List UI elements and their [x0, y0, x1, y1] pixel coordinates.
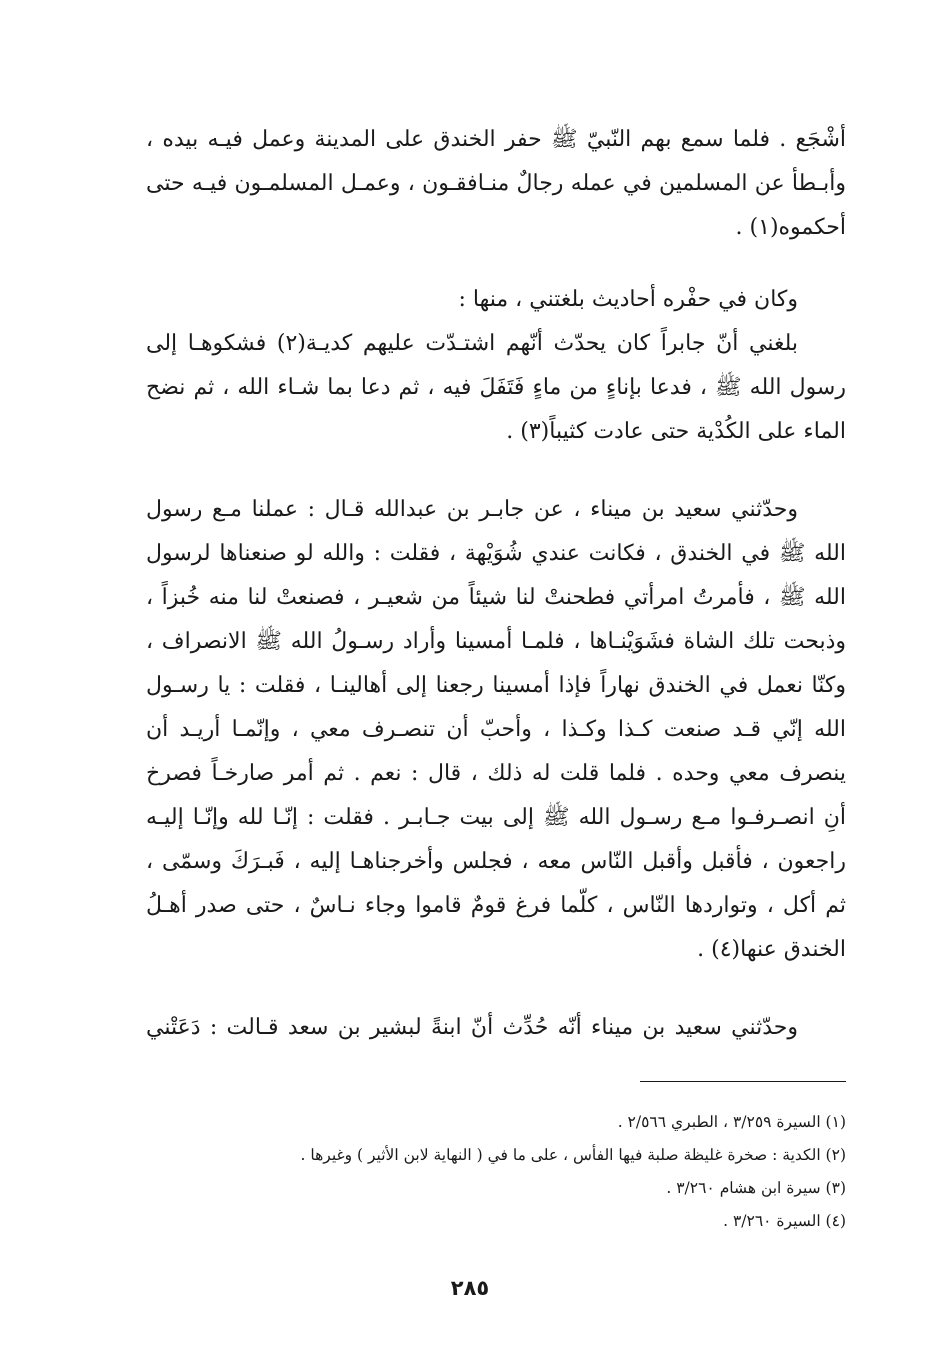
text-line: أحكموه(١) . — [735, 215, 846, 240]
text-line: الله ﷺ ، فأمرتُ امرأتي فطحنتْ لنا شيئاً من شعيـر ، فصنعتْ لنا منه خُبزاً ، — [146, 585, 846, 610]
text-line: ينصرف معي وحده . فلما قلت له ذلك ، قال : نعم . ثم أمر صارخـاً فصرخ — [146, 761, 846, 786]
text-line: وحدّثني سعيد بن ميناء أنّه حُدِّث أنّ ابنةً لبشير بن سعد قـالت : دَعَتْني — [146, 1015, 798, 1040]
text-line: رسول الله ﷺ ، فدعا بإناءٍ من ماءٍ فَتَفَلَ فيه ، ثم دعا بما شـاء الله ، ثم نضح — [146, 375, 846, 400]
footnote-3: (٣) سيرة ابن هشام ٣/٢٦٠ . — [666, 1179, 846, 1197]
footnotes — [146, 1106, 846, 1238]
text-line: الماء على الكُدْية حتى عادت كثيباً(٣) . — [506, 419, 846, 444]
text-line: بلغني أنّ جابراً كان يحدّث أنّهم اشتـدّت عليهم كديـة(٢) فشكوهـا إلى — [146, 331, 798, 356]
text-line: وذبحت تلك الشاة فشَوَيْنـاها ، فلمـا أمسينا وأراد رسـولُ الله ﷺ الانصراف ، — [146, 629, 846, 654]
text-line: الله ﷺ في الخندق ، فكانت عندي شُوَيْهة ، فقلت : والله لو صنعناها لرسول — [146, 541, 846, 566]
text-line: وحدّثني سعيد بن ميناء ، عن جابـر بن عبدالله قـال : عملنا مـع رسول — [146, 497, 798, 522]
footnote-2: (٢) الكدية : صخرة غليظة صلبة فيها الفأس ، على ما في ( النهاية لابن الأثير ) وغيرها . — [300, 1146, 846, 1164]
footnote-1: (١) السيرة ٣/٢٥٩ ، الطبري ٢/٥٦٦ . — [617, 1113, 846, 1131]
text-line: وكان في حفْره أحاديث بلغتني ، منها : — [458, 287, 798, 312]
text-line: وأبـطأ عن المسلمين في عمله رجالٌ منـافقـون ، وعمـل المسلمـون فيـه حتى — [146, 171, 846, 196]
text-line: أنِ انصـرفـوا مـع رسـول الله ﷺ إلى بيت جـابـر . فقلت : إنّـا لله وإنّـا إليـه — [146, 805, 846, 830]
paragraph-2 — [146, 278, 846, 454]
text-line: الله إنّي قـد صنعت كـذا وكـذا ، وأحبّ أن تنصـرف معي ، وإنّمـا أريـد أن — [146, 717, 846, 742]
paragraph-1 — [146, 118, 846, 250]
paragraph-3 — [146, 488, 846, 972]
footnote-4: (٤) السيرة ٣/٢٦٠ . — [723, 1212, 846, 1230]
page-number: ٢٨٥ — [450, 1276, 490, 1300]
text-line: الخندق عنها(٤) . — [697, 937, 846, 962]
text-line: راجعون ، فأقبل وأقبل النّاس معه ، فجلس وأخرجناهـا إليه ، فَبـرَكَ وسمّى ، — [146, 849, 846, 874]
text-line: ثم أكل ، وتواردها النّاس ، كلّما فرغ قومٌ قاموا وجاء نـاسٌ ، حتى صدر أهـلُ — [146, 893, 846, 918]
paragraph-4 — [146, 1006, 846, 1050]
footnote-separator — [640, 1081, 846, 1082]
text-line: أشْجَع . فلما سمع بهم النّبيّ ﷺ حفر الخندق على المدينة وعمل فيـه بيده ، — [146, 127, 846, 152]
text-line: وكنّا نعمل في الخندق نهاراً فإذا أمسينا رجعنا إلى أهالينـا ، فقلت : يا رسـول — [146, 673, 846, 698]
